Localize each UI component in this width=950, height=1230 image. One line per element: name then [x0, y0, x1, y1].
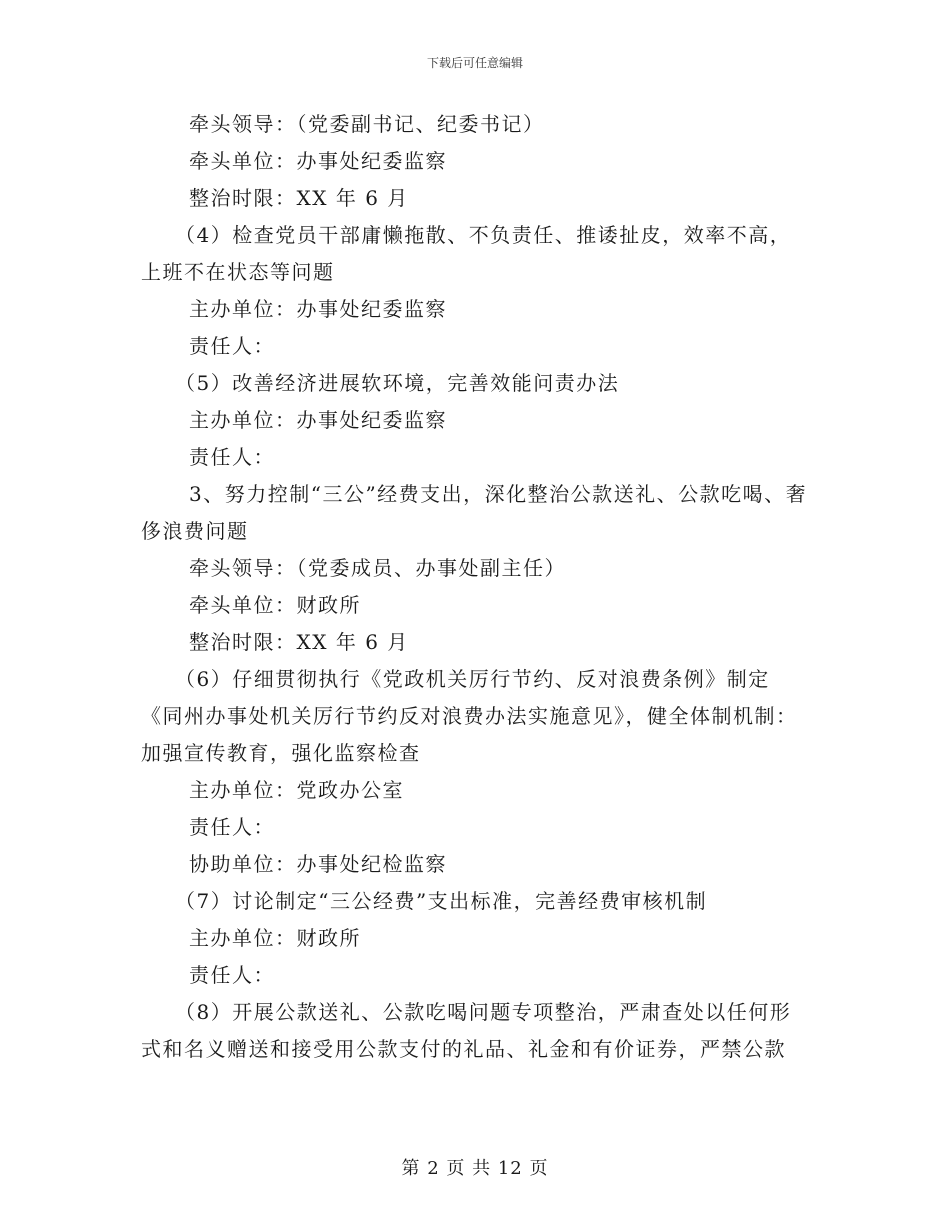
document-body	[141, 106, 809, 1068]
paragraph: （5）改善经济进展软环境，完善效能问责办法	[175, 371, 620, 395]
paragraph: （7）讨论制定“三公经费”支出标准，完善经费审核机制	[175, 889, 708, 913]
paragraph: 牵头领导：（党委副书记、纪委书记）	[189, 112, 545, 136]
paragraph: 牵头领导：（党委成员、办事处副主任）	[189, 556, 566, 580]
paragraph: （8）开展公款送礼、公款吃喝问题专项整治，严肃查处以任何形式和名义赠送和接受用公款支付的礼品、礼金和有价证券，严禁公款	[141, 1000, 792, 1061]
paragraph: （6）仔细贯彻执行《党政机关厉行节约、反对浪费条例》制定《同州办事处机关厉行节约反对浪费办法实施意见》，健全体制机制：加强宣传教育，强化监察检查	[141, 667, 798, 765]
paragraph: 责任人：	[189, 963, 275, 987]
paragraph: 责任人：	[189, 334, 275, 358]
paragraph: 牵头单位：财政所	[189, 593, 361, 617]
paragraph: 责任人：	[189, 445, 275, 469]
paragraph: 整治时限：XX 年 6 月	[189, 630, 409, 654]
paragraph: 牵头单位：办事处纪委监察	[189, 149, 447, 173]
paragraph: 协助单位：办事处纪检监察	[189, 852, 447, 876]
paragraph: 责任人：	[189, 815, 275, 839]
paragraph: 主办单位：财政所	[189, 926, 361, 950]
paragraph: 主办单位：办事处纪委监察	[189, 408, 447, 432]
paragraph: 主办单位：党政办公室	[189, 778, 404, 802]
paragraph: （4）检查党员干部庸懒拖散、不负责任、推诿扯皮，效率不高，上班不在状态等问题	[141, 223, 792, 284]
page-header: 下载后可任意编辑	[426, 56, 523, 70]
paragraph: 整治时限：XX 年 6 月	[189, 186, 409, 210]
section-heading: 3、努力控制“三公”经费支出，深化整治公款送礼、公款吃喝、奢侈浪费问题	[141, 482, 808, 543]
paragraph: 主办单位：办事处纪委监察	[189, 297, 447, 321]
page-number-footer: 第 2 页 共 12 页	[401, 1158, 549, 1179]
